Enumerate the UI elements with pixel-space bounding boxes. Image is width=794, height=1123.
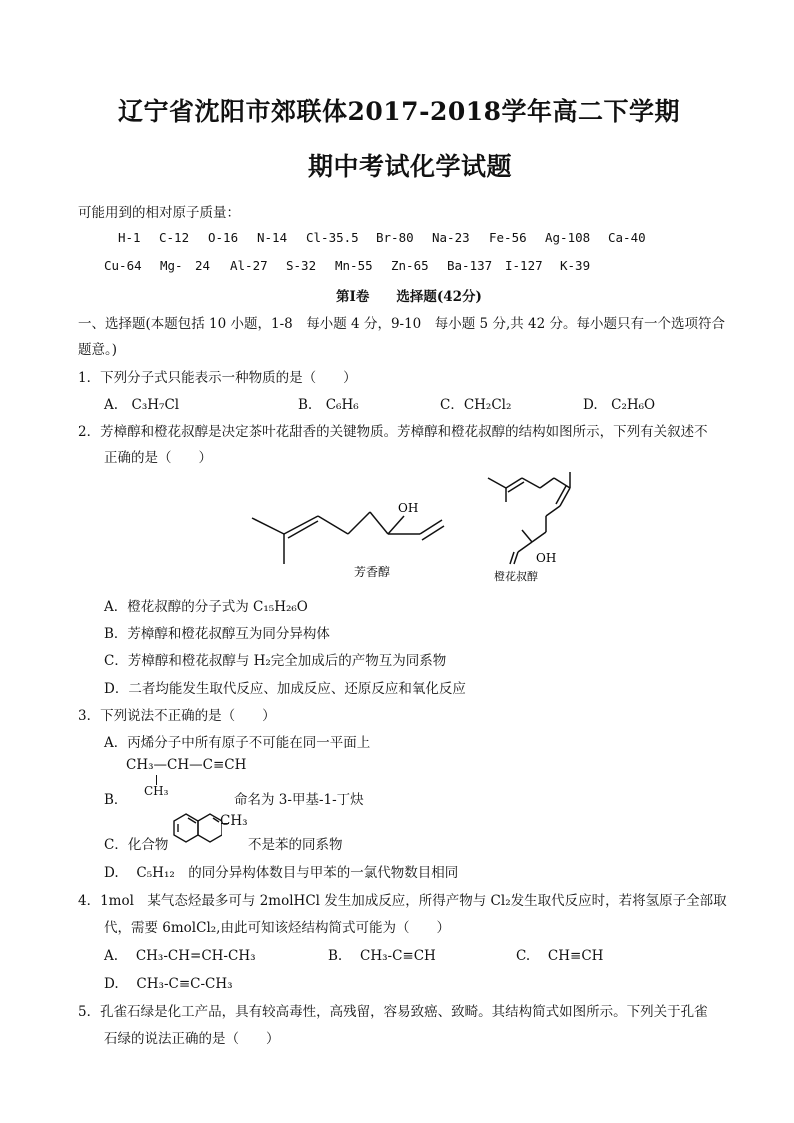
nerolidol-name-label: 橙花叔醇 xyxy=(494,570,538,583)
atomic-mass-item: I-127 xyxy=(505,258,543,273)
atomic-mass-item: Cl-35.5 xyxy=(306,230,359,245)
question-2-stem: 2．芳樟醇和橙花叔醇是决定茶叶花甜香的关键物质。芳樟醇和橙花叔醇的结构如图所示，下列有关叙述不 xyxy=(78,424,708,440)
question-2-stem-cont: 正确的是（ ） xyxy=(104,450,212,466)
atomic-mass-item: Na-23 xyxy=(432,230,470,245)
question-4-option-b: B. CH₃-C≡CH xyxy=(328,948,436,964)
question-3-option-c-label: C．化合物 xyxy=(104,837,169,853)
atomic-mass-item: Ag-108 xyxy=(545,230,591,245)
nerolidol-oh-label: OH xyxy=(536,551,557,565)
atomic-mass-item: Cu-64 xyxy=(104,258,142,273)
question-1-option-a: A. C₃H₇Cl xyxy=(104,397,180,413)
section-heading: 第Ⅰ卷 选择题(42分) xyxy=(336,289,482,305)
question-2-option-c: C．芳樟醇和橙花叔醇与 H₂完全加成后的产物互为同系物 xyxy=(104,653,447,669)
question-2-option-b: B．芳樟醇和橙花叔醇互为同分异构体 xyxy=(104,626,330,642)
linalool-structure xyxy=(246,490,460,590)
question-2-option-d: D．二者均能发生取代反应、加成反应、还原反应和氧化反应 xyxy=(104,681,466,697)
atomic-mass-intro: 可能用到的相对原子质量： xyxy=(78,205,240,221)
atomic-mass-item: Mn-55 xyxy=(335,258,373,273)
question-4-option-c: C. CH≡CH xyxy=(516,948,604,964)
atomic-mass-item: Ba-137 xyxy=(447,258,493,273)
question-4-stem-cont: 代，需要 6molCl₂,由此可知该烃结构简式可能为（ ） xyxy=(104,920,450,936)
atomic-mass-item: O-16 xyxy=(208,230,239,245)
question-3-option-b-text: 命名为 3-甲基-1-丁炔 xyxy=(234,792,364,808)
page-title-line2: 期中考试化学试题 xyxy=(308,152,513,181)
atomic-mass-item: Al-27 xyxy=(230,258,268,273)
question-2-option-a: A．橙花叔醇的分子式为 C₁₅H₂₆O xyxy=(104,599,308,615)
atomic-mass-item: 24 xyxy=(195,258,211,273)
question-1-option-d: D. C₂H₆O xyxy=(583,397,656,413)
atomic-mass-item: Fe-56 xyxy=(489,230,527,245)
atomic-mass-item: S-32 xyxy=(286,258,317,273)
linalool-name-label: 芳香醇 xyxy=(354,565,391,579)
section-instructions-cont: 题意。) xyxy=(78,342,118,358)
question-3-b-branch: CH₃ xyxy=(144,784,169,798)
question-4-option-a: A. CH₃-CH=CH-CH₃ xyxy=(104,948,256,964)
question-1-stem: 1．下列分子式只能表示一种物质的是（ ） xyxy=(78,370,357,386)
atomic-mass-item: Br-80 xyxy=(376,230,414,245)
question-5-stem: 5．孔雀石绿是化工产品，具有较高毒性，高残留，容易致癌、致畸。其结构简式如图所示。下列关于孔雀 xyxy=(78,1004,708,1020)
page-title-line1: 辽宁省沈阳市郊联体2017-2018学年高二下学期 xyxy=(118,97,681,126)
naphthalene-structure xyxy=(166,810,222,850)
question-1-option-c: C．CH₂Cl₂ xyxy=(440,397,512,413)
atomic-mass-item: H-1 xyxy=(118,230,141,245)
atomic-mass-item: C-12 xyxy=(159,230,190,245)
question-3-option-b-label: B． xyxy=(104,792,128,808)
atomic-mass-item: Zn-65 xyxy=(391,258,429,273)
section-instructions: 一、选择题(本题包括 10 小题，1-8 每小题 4 分，9-10 每小题 5 分,共 42 分。每小题只有一个选项符合 xyxy=(78,316,725,332)
atomic-mass-item: Ca-40 xyxy=(608,230,646,245)
question-3-c-substituent: CH₃ xyxy=(220,813,248,829)
question-3-option-a: A．丙烯分子中所有原子不可能在同一平面上 xyxy=(104,735,371,751)
question-4-option-d: D. CH₃-C≡C-CH₃ xyxy=(104,976,233,992)
nerolidol-structure xyxy=(474,468,594,588)
question-1-option-b: B. C₆H₆ xyxy=(298,397,359,413)
question-5-stem-cont: 石绿的说法正确的是（ ） xyxy=(104,1031,280,1047)
atomic-mass-item: N-14 xyxy=(257,230,288,245)
question-4-stem: 4．1mol 某气态烃最多可与 2molHCl 发生加成反应，所得产物与 Cl₂发生取代反应时，若将氢原子全部取 xyxy=(78,893,727,909)
atomic-mass-item: Mg- xyxy=(160,258,183,273)
question-3-option-c-text: 不是苯的同系物 xyxy=(248,837,343,853)
question-3-b-formula: CH₃—CH—C≡CH xyxy=(126,757,247,773)
atomic-mass-item: K-39 xyxy=(560,258,591,273)
question-3-option-d: D. C₅H₁₂ 的同分异构体数目与甲苯的一氯代物数目相同 xyxy=(104,865,459,881)
question-3-stem: 3．下列说法不正确的是（ ） xyxy=(78,708,276,724)
linalool-oh-label: OH xyxy=(398,501,419,515)
